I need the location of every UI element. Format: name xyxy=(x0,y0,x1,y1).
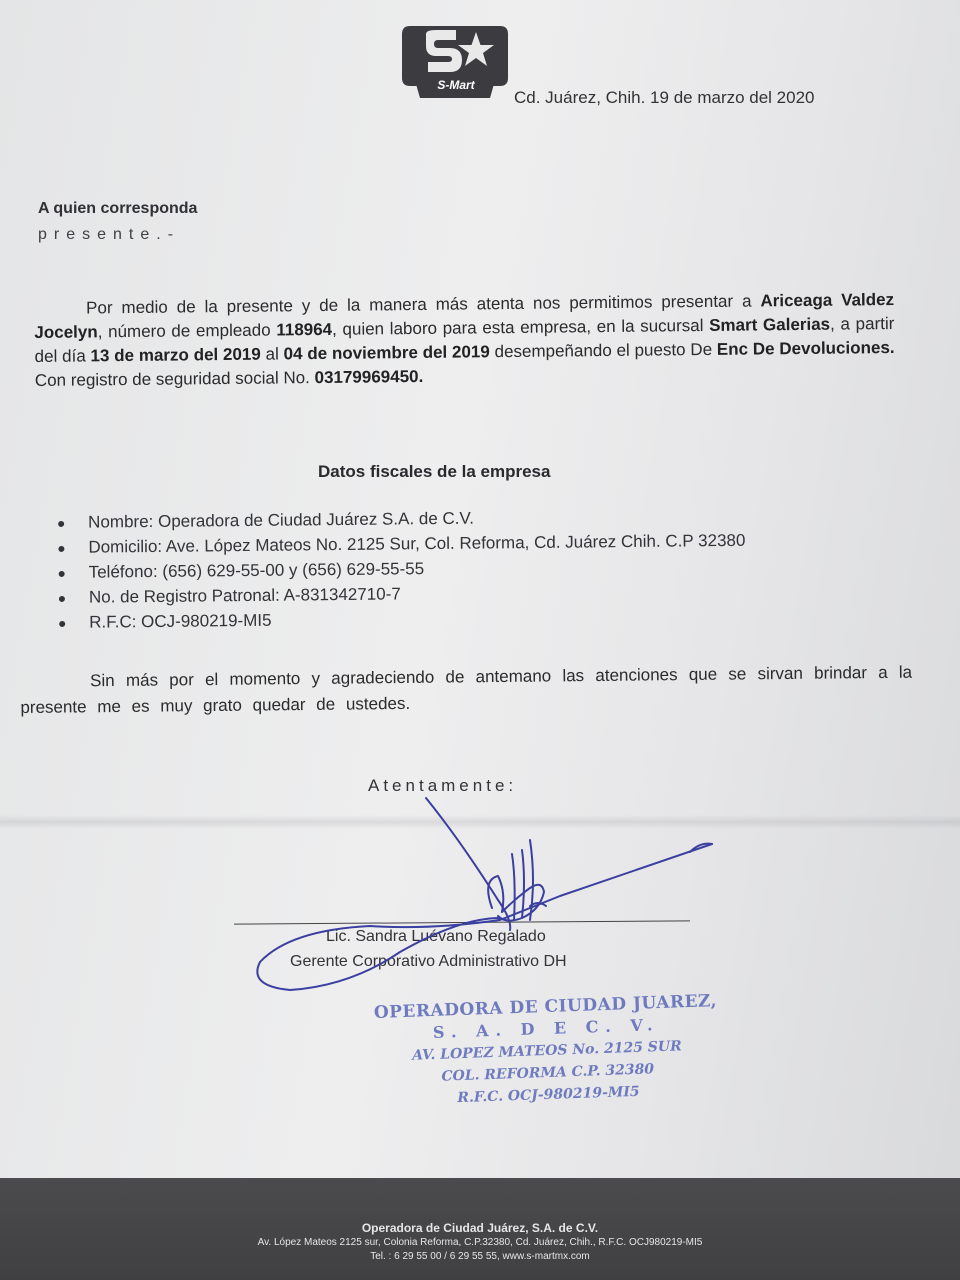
fiscal-item-telefono: Teléfono: (656) 629-55-00 y (656) 629-55-55 xyxy=(57,551,937,585)
employee-name: Ariceaga Valdez Jocelyn xyxy=(34,289,895,342)
start-date: 13 de marzo del 2019 xyxy=(90,344,261,366)
handwritten-signature-icon xyxy=(230,780,730,1020)
fiscal-section-title: Datos fiscales de la empresa xyxy=(318,462,551,481)
body-text: , a partir del día xyxy=(34,313,895,366)
body-text: al xyxy=(260,344,284,364)
stamp-line: S. A. D E C. V. xyxy=(432,1015,660,1042)
body-text: , quien laboro para esta empresa, en la sucursal xyxy=(331,315,710,339)
stamp-line: R.F.C. OCJ-980219-MI5 xyxy=(457,1083,640,1107)
body-text: Por medio de la presente y de la manera más atenta nos permitimos presentar a xyxy=(86,291,761,318)
fiscal-item-domicilio: Domicilio: Ave. López Mateos No. 2125 Sur, Col. Reforma, Cd. Juárez Chih. C.P 32380 xyxy=(56,526,936,560)
end-date: 04 de noviembre del 2019 xyxy=(283,342,490,364)
footer-text xyxy=(0,1220,960,1264)
logo-text: S-Mart xyxy=(437,78,475,92)
branch-name: Smart Galerias xyxy=(709,314,831,335)
stamp-line: COL. REFORMA C.P. 32380 xyxy=(441,1061,655,1085)
atentamente-label: Atentamente: xyxy=(368,776,518,795)
signer-title: Gerente Corporativo Administrativo DH xyxy=(290,953,567,970)
addressee: A quien corresponda xyxy=(38,200,198,217)
body-text: , número de empleado xyxy=(97,320,277,342)
company-stamp xyxy=(370,990,724,1112)
fiscal-item-rfc: R.F.C: OCJ-980219-MI5 xyxy=(57,601,937,635)
body-text: desempeñando el puesto De xyxy=(489,339,717,362)
closing-paragraph: Sin más por el momento y agradeciendo de antemano las atenciones que se sirvan brindar a la presente me es muy grato quedar de ustedes. xyxy=(20,662,913,717)
body-paragraph xyxy=(34,288,895,393)
social-security-number: 03179969450. xyxy=(314,366,424,388)
presente-label: presente.- xyxy=(38,226,181,243)
footer-company: Operadora de Ciudad Juárez, S.A. de C.V. xyxy=(361,1221,599,1235)
fiscal-item-nombre: Nombre: Operadora de Ciudad Juárez S.A. de C.V. xyxy=(56,501,936,535)
footer-contact: Tel. : 6 29 55 00 / 6 29 55 55, www.s-martmx.com xyxy=(370,1251,590,1262)
signer-name: Lic. Sandra Luévano Regalado xyxy=(326,928,546,945)
stamp-line: OPERADORA DE CIUDAD JUAREZ, xyxy=(373,991,718,1024)
stamp-line: AV. LOPEZ MATEOS No. 2125 SUR xyxy=(411,1038,683,1064)
body-text: Con registro de seguridad social No. xyxy=(34,368,315,390)
letter-date: Cd. Juárez, Chih. 19 de marzo del 2020 xyxy=(514,88,815,107)
job-position: Enc De Devoluciones. xyxy=(716,337,895,359)
footer-address: Av. López Mateos 2125 sur, Colonia Reforma, C.P.32380, Cd. Juárez, Chih., R.F.C. OCJ980219-MI5 xyxy=(257,1237,703,1248)
employee-number: 118964 xyxy=(276,319,333,340)
fiscal-item-registro-patronal: No. de Registro Patronal: A-831342710-7 xyxy=(57,576,937,610)
fiscal-data-list xyxy=(56,501,937,635)
